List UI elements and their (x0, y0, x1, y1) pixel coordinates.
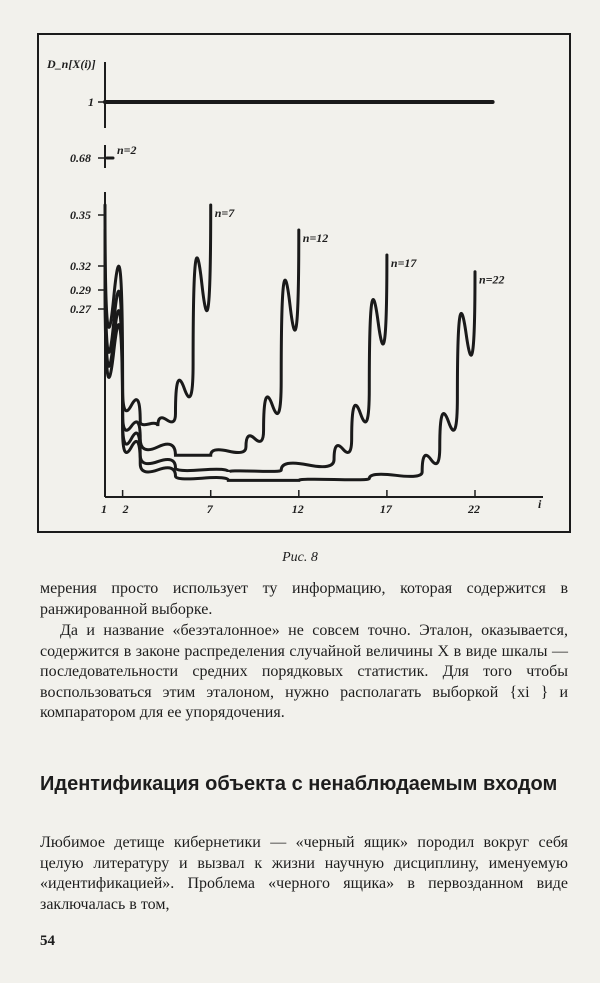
paragraph-1: мерения просто использует ту информацию, которая содержится в ранжированной выборке. (40, 580, 568, 618)
series-curve-n=12 (105, 230, 299, 455)
y-tick-label-0.35: 0.35 (70, 208, 91, 222)
paragraph-2: Да и название «безэталонное» не совсем точно. Эталон, оказывается, содержится в законе распределения случайной величины X в виде шкалы — последовательности средних порядковых статистик. Для того чтобы воспользоваться этим эталоном, нужно располагать выборкой {xi } и компаратором для ее упорядочения. (40, 622, 568, 721)
figure-caption: Рис. 8 (282, 550, 318, 565)
y-tick-label-1: 1 (88, 95, 94, 109)
series-label-n=7: n=7 (214, 206, 235, 220)
x-tick-label-17: 17 (379, 502, 392, 516)
y-tick-label-0.27: 0.27 (70, 302, 91, 316)
ticks-group (70, 95, 480, 516)
paragraph-3: Любимое детище кибернетики — «черный ящик» породил вокруг себя целую литературу и вызвал к жизни научную дисциплину, именуемую «идентификацией». Проблема «черного ящика» в первозданном виде заключалась в том, (40, 834, 568, 913)
x-tick-label-1: 1 (101, 502, 107, 516)
section-heading: Идентификация объекта с ненаблюдаемым входом (40, 773, 558, 795)
x-tick-label-12: 12 (291, 502, 304, 516)
y-axis-label: D_n[X(i)] (47, 57, 96, 71)
x-tick-label-22: 22 (468, 502, 480, 516)
series-label-n=2: n=2 (117, 143, 137, 157)
x-tick-label-7: 7 (206, 502, 213, 516)
series-label-n=22: n=22 (479, 272, 505, 287)
series-label-n=12: n=12 (302, 231, 329, 246)
curves-group (105, 102, 505, 480)
x-axis-label: i (538, 497, 542, 511)
series-label-n=17: n=17 (390, 256, 417, 271)
y-tick-label-0.29: 0.29 (70, 283, 91, 297)
y-tick-label-0.68: 0.68 (70, 151, 91, 165)
y-tick-label-0.32: 0.32 (70, 259, 91, 273)
page-number: 54 (40, 933, 55, 949)
x-tick-label-2: 2 (122, 502, 129, 516)
